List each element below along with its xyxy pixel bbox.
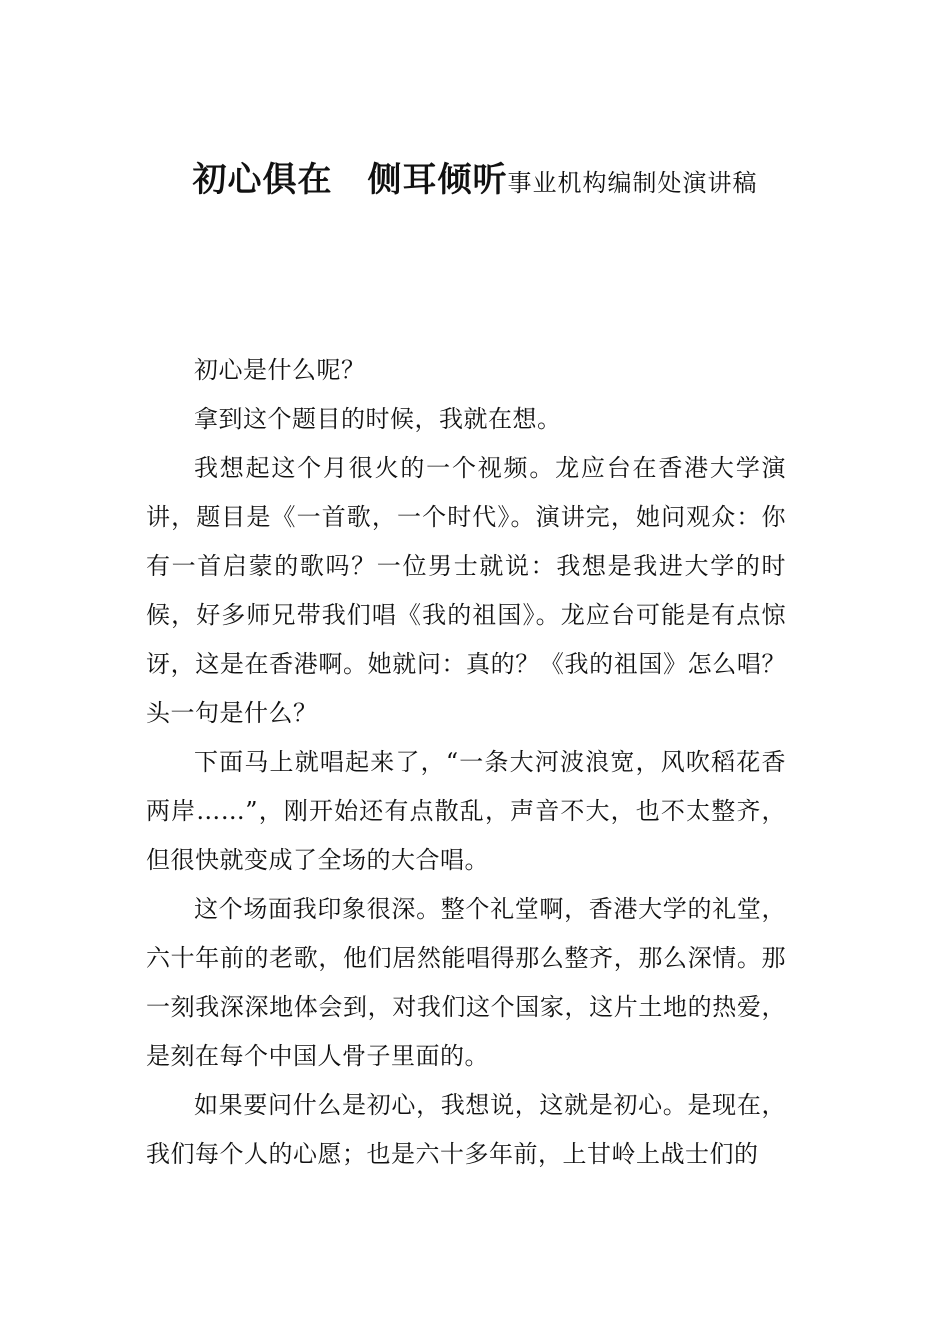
paragraph: 下面马上就唱起来了，“一条大河波浪宽，风吹稻花香两岸……”，刚开始还有点散乱，声音不大，也不太整齐，但很快就变成了全场的大合唱。 [146, 748, 786, 874]
paragraph: 拿到这个题目的时候，我就在想。 [194, 405, 562, 433]
paragraph: 如果要问什么是初心，我想说，这就是初心。是现在，我们每个人的心愿；也是六十多年前，上甘岭上战士们的 [146, 1091, 786, 1168]
title-subtitle: 事业机构编制处演讲稿 [507, 169, 758, 197]
title-main: 初心俱在 侧耳倾听 [192, 160, 508, 200]
document-title [0, 156, 950, 210]
document-body [146, 346, 786, 1179]
paragraph: 这个场面我印象很深。整个礼堂啊，香港大学的礼堂，六十年前的老歌，他们居然能唱得那么整齐，那么深情。那一刻我深深地体会到，对我们这个国家，这片土地的热爱，是刻在每个中国人骨子里面的。 [146, 895, 786, 1070]
paragraph: 我想起这个月很火的一个视频。龙应台在香港大学演讲，题目是《一首歌，一个时代》。演讲完，她问观众：你有一首启蒙的歌吗？一位男士就说：我想是我进大学的时候，好多师兄带我们唱《我的祖国》。龙应台可能是有点惊讶，这是在香港啊。她就问：真的？《我的祖国》怎么唱？头一句是什么？ [146, 454, 786, 727]
paragraph: 初心是什么呢？ [194, 356, 366, 384]
